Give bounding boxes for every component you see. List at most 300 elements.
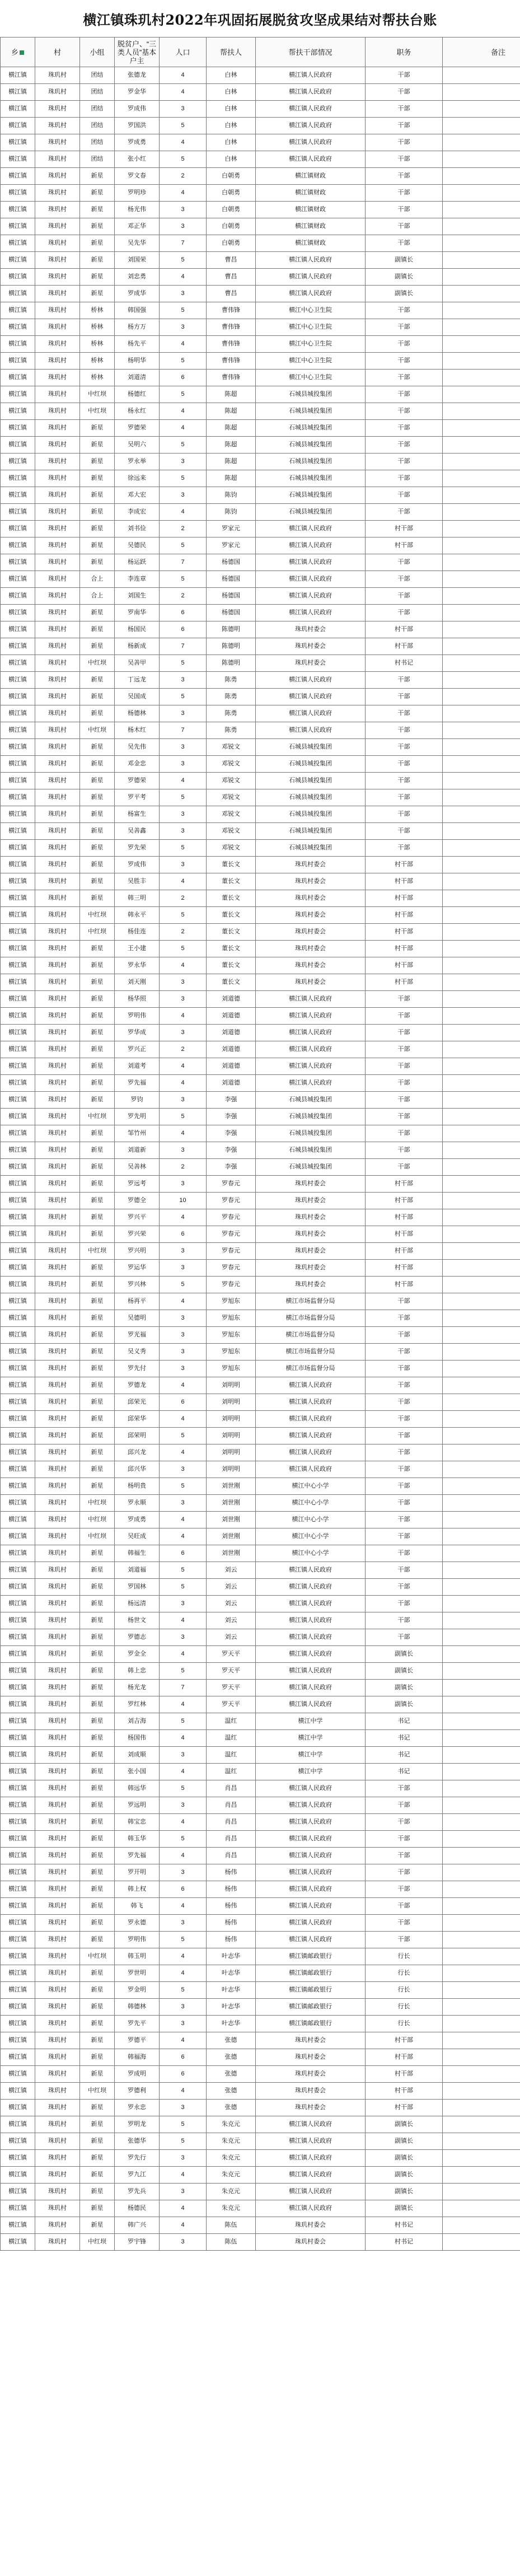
- cell-village: 珠玑村: [35, 403, 80, 420]
- cell-remark: [443, 1629, 520, 1646]
- cell-position: 村干部: [366, 521, 443, 537]
- cell-position: 干部: [366, 1411, 443, 1428]
- table-row: [1, 1612, 520, 1629]
- cell-helper: 李强: [207, 1092, 256, 1109]
- cell-remark: [443, 1780, 520, 1797]
- cell-household: 韩玉华: [115, 1831, 160, 1848]
- cell-village: 珠玑村: [35, 1495, 80, 1512]
- cell-household: 吴胜丰: [115, 873, 160, 890]
- cell-remark: [443, 1226, 520, 1243]
- cell-group: 新星: [80, 1999, 115, 2016]
- cell-village: 珠玑村: [35, 370, 80, 386]
- cell-position: 干部: [366, 487, 443, 504]
- cell-position: 副镇长: [366, 2133, 443, 2150]
- cell-remark: [443, 1327, 520, 1344]
- table-row: [1, 504, 520, 521]
- cell-village: 珠玑村: [35, 1310, 80, 1327]
- cell-position: 干部: [366, 1562, 443, 1579]
- cell-group: 新星: [80, 1932, 115, 1948]
- cell-helper: 陈德明: [207, 621, 256, 638]
- cell-group: 新星: [80, 1176, 115, 1193]
- cell-group: 中红坝: [80, 1512, 115, 1528]
- cell-helper: 陈钧: [207, 487, 256, 504]
- table-row: [1, 537, 520, 554]
- cell-township: 横江镇: [1, 2200, 35, 2217]
- cell-group: 合上: [80, 588, 115, 605]
- cell-remark: [443, 672, 520, 689]
- cell-position: 村干部: [366, 974, 443, 991]
- cell-township: 横江镇: [1, 1209, 35, 1226]
- cell-persons: 3: [160, 2016, 207, 2032]
- cell-helper: 刘明明: [207, 1411, 256, 1428]
- cell-position: 村干部: [366, 907, 443, 924]
- cell-helper: 罗旭东: [207, 1327, 256, 1344]
- cell-remark: [443, 269, 520, 286]
- cell-persons: 3: [160, 1461, 207, 1478]
- table-row: [1, 1999, 520, 2016]
- cell-helper: 白朝勇: [207, 202, 256, 218]
- cell-household: 李成宏: [115, 504, 160, 521]
- cell-position: 副镇长: [366, 1663, 443, 1680]
- cell-township: 横江镇: [1, 1730, 35, 1747]
- cell-position: 干部: [366, 1932, 443, 1948]
- cell-township: 横江镇: [1, 235, 35, 252]
- cell-group: 新星: [80, 739, 115, 756]
- cell-group: 新星: [80, 1041, 115, 1058]
- cell-group: 新星: [80, 873, 115, 890]
- table-row: [1, 1495, 520, 1512]
- table-row: [1, 2234, 520, 2251]
- cell-group: 中红坝: [80, 403, 115, 420]
- cell-position: 干部: [366, 1495, 443, 1512]
- cell-township: 横江镇: [1, 1377, 35, 1394]
- cell-household: 罗永德: [115, 1915, 160, 1932]
- cell-remark: [443, 705, 520, 722]
- cell-helper: 刘明明: [207, 1377, 256, 1394]
- cell-household: 杨先平: [115, 336, 160, 353]
- cell-helper-unit: 石城县城投集团: [256, 773, 366, 789]
- cell-persons: 3: [160, 1596, 207, 1612]
- cell-helper: 陈钧: [207, 504, 256, 521]
- cell-village: 珠玑村: [35, 1327, 80, 1344]
- cell-helper-unit: 横江镇人民政府: [256, 1411, 366, 1428]
- cell-helper: 李强: [207, 1142, 256, 1159]
- cell-group: 新星: [80, 1579, 115, 1596]
- cell-persons: 4: [160, 957, 207, 974]
- cell-helper: 陈德明: [207, 638, 256, 655]
- cell-helper-unit: 横江镇人民政府: [256, 2200, 366, 2217]
- cell-persons: 6: [160, 1545, 207, 1562]
- header-remark: 备注: [443, 38, 520, 67]
- table-row: [1, 672, 520, 689]
- cell-helper: 肖昌: [207, 1814, 256, 1831]
- cell-helper: 刘道德: [207, 991, 256, 1008]
- cell-persons: 4: [160, 773, 207, 789]
- cell-remark: [443, 2049, 520, 2066]
- cell-remark: [443, 202, 520, 218]
- cell-helper-unit: 横江镇人民政府: [256, 2133, 366, 2150]
- cell-remark: [443, 1948, 520, 1965]
- cell-remark: [443, 2234, 520, 2251]
- cell-persons: 4: [160, 134, 207, 151]
- cell-remark: [443, 1764, 520, 1780]
- cell-persons: 3: [160, 202, 207, 218]
- cell-village: 珠玑村: [35, 2066, 80, 2083]
- cell-helper-unit: 横江中学: [256, 1764, 366, 1780]
- cell-persons: 4: [160, 1293, 207, 1310]
- cell-helper: 陈超: [207, 437, 256, 454]
- cell-village: 珠玑村: [35, 1109, 80, 1125]
- cell-helper-unit: 石城县城投集团: [256, 386, 366, 403]
- cell-persons: 5: [160, 437, 207, 454]
- cell-helper: 陈伍: [207, 2217, 256, 2234]
- cell-village: 珠玑村: [35, 454, 80, 470]
- cell-township: 横江镇: [1, 2150, 35, 2167]
- cell-household: 杨佳连: [115, 924, 160, 941]
- cell-remark: [443, 1041, 520, 1058]
- cell-remark: [443, 2083, 520, 2100]
- cell-position: 干部: [366, 806, 443, 823]
- cell-township: 横江镇: [1, 1109, 35, 1125]
- table-row: [1, 302, 520, 319]
- cell-township: 横江镇: [1, 202, 35, 218]
- cell-group: 桥林: [80, 353, 115, 370]
- table-row: [1, 1209, 520, 1226]
- cell-position: 干部: [366, 1797, 443, 1814]
- cell-village: 珠玑村: [35, 1377, 80, 1394]
- cell-helper: 刘云: [207, 1562, 256, 1579]
- cell-household: 罗金华: [115, 84, 160, 101]
- cell-township: 横江镇: [1, 1612, 35, 1629]
- cell-village: 珠玑村: [35, 672, 80, 689]
- cell-position: 干部: [366, 370, 443, 386]
- cell-household: 罗先行: [115, 2150, 160, 2167]
- cell-township: 横江镇: [1, 1512, 35, 1528]
- cell-helper-unit: 横江镇人民政府: [256, 722, 366, 739]
- cell-persons: 5: [160, 840, 207, 857]
- cell-helper-unit: 横江镇人民政府: [256, 1814, 366, 1831]
- cell-helper: 叶志华: [207, 1999, 256, 2016]
- cell-helper: 罗春元: [207, 1226, 256, 1243]
- cell-persons: 3: [160, 1243, 207, 1260]
- cell-persons: 4: [160, 1898, 207, 1915]
- cell-village: 珠玑村: [35, 2184, 80, 2200]
- cell-persons: 5: [160, 252, 207, 269]
- cell-township: 横江镇: [1, 621, 35, 638]
- cell-household: 杨德民: [115, 2200, 160, 2217]
- cell-helper: 罗天平: [207, 1663, 256, 1680]
- cell-remark: [443, 1848, 520, 1864]
- cell-persons: 4: [160, 1058, 207, 1075]
- cell-position: 干部: [366, 353, 443, 370]
- cell-household: 罗德全: [115, 1193, 160, 1209]
- cell-village: 珠玑村: [35, 1848, 80, 1864]
- cell-helper-unit: 石城县城投集团: [256, 739, 366, 756]
- cell-remark: [443, 1209, 520, 1226]
- cell-persons: 3: [160, 2100, 207, 2116]
- cell-group: 团结: [80, 84, 115, 101]
- cell-helper: 邓锐文: [207, 739, 256, 756]
- header-persons: 人口: [160, 38, 207, 67]
- cell-persons: 5: [160, 907, 207, 924]
- cell-helper-unit: 横江镇人民政府: [256, 521, 366, 537]
- cell-household: 罗永忠: [115, 2100, 160, 2116]
- cell-remark: [443, 1730, 520, 1747]
- cell-persons: 3: [160, 2150, 207, 2167]
- cell-position: 干部: [366, 1864, 443, 1881]
- cell-helper-unit: 横江镇人民政府: [256, 1596, 366, 1612]
- cell-township: 横江镇: [1, 185, 35, 202]
- cell-helper: 罗家元: [207, 521, 256, 537]
- cell-township: 横江镇: [1, 957, 35, 974]
- cell-village: 珠玑村: [35, 1193, 80, 1209]
- cell-group: 新星: [80, 2184, 115, 2200]
- cell-village: 珠玑村: [35, 907, 80, 924]
- cell-persons: 4: [160, 1965, 207, 1982]
- cell-helper-unit: 横江镇人民政府: [256, 605, 366, 621]
- cell-township: 横江镇: [1, 2066, 35, 2083]
- cell-position: 干部: [366, 1596, 443, 1612]
- cell-helper: 曹伟锋: [207, 319, 256, 336]
- ledger-table: [0, 37, 520, 2251]
- cell-persons: 5: [160, 571, 207, 588]
- cell-group: 新星: [80, 1361, 115, 1377]
- cell-group: 新星: [80, 1646, 115, 1663]
- cell-position: 干部: [366, 185, 443, 202]
- cell-household: 刘成顺: [115, 1747, 160, 1764]
- cell-household: 罗兴林: [115, 1277, 160, 1293]
- cell-helper: 陈德明: [207, 655, 256, 672]
- cell-household: 罗成勇: [115, 1512, 160, 1528]
- cell-persons: 3: [160, 286, 207, 302]
- cell-household: 刘国荣: [115, 252, 160, 269]
- cell-household: 刘道考: [115, 1058, 160, 1075]
- cell-remark: [443, 1814, 520, 1831]
- cell-household: 韩上忠: [115, 1663, 160, 1680]
- cell-township: 横江镇: [1, 1948, 35, 1965]
- cell-household: 邱荣华: [115, 1411, 160, 1428]
- cell-persons: 3: [160, 1260, 207, 1277]
- cell-township: 横江镇: [1, 1545, 35, 1562]
- table-row: [1, 621, 520, 638]
- cell-household: 罗明伟: [115, 1008, 160, 1025]
- cell-helper: 罗旭东: [207, 1344, 256, 1361]
- cell-persons: 4: [160, 2217, 207, 2234]
- cell-township: 横江镇: [1, 2234, 35, 2251]
- cell-persons: 5: [160, 151, 207, 168]
- cell-position: 干部: [366, 202, 443, 218]
- cell-position: 村书记: [366, 2217, 443, 2234]
- cell-village: 珠玑村: [35, 1999, 80, 2016]
- cell-group: 新星: [80, 2100, 115, 2116]
- table-row: [1, 218, 520, 235]
- cell-household: 罗先荣: [115, 840, 160, 857]
- cell-township: 横江镇: [1, 1394, 35, 1411]
- cell-village: 珠玑村: [35, 806, 80, 823]
- cell-household: 张德华: [115, 2133, 160, 2150]
- cell-persons: 7: [160, 235, 207, 252]
- cell-persons: 2: [160, 521, 207, 537]
- page-title: 横江镇珠玑村2022年巩固拓展脱贫攻坚成果结对帮扶台账: [83, 11, 437, 28]
- cell-helper: 刘明明: [207, 1461, 256, 1478]
- table-row: [1, 722, 520, 739]
- cell-remark: [443, 2116, 520, 2133]
- cell-township: 横江镇: [1, 1848, 35, 1864]
- cell-helper: 刘世刚: [207, 1495, 256, 1512]
- cell-position: 干部: [366, 84, 443, 101]
- cell-persons: 4: [160, 1814, 207, 1831]
- cell-township: 横江镇: [1, 2032, 35, 2049]
- cell-group: 中红坝: [80, 722, 115, 739]
- cell-village: 珠玑村: [35, 1780, 80, 1797]
- cell-position: 村干部: [366, 890, 443, 907]
- cell-persons: 4: [160, 1612, 207, 1629]
- cell-position: 干部: [366, 168, 443, 185]
- cell-household: 吴德明: [115, 1310, 160, 1327]
- cell-village: 珠玑村: [35, 2150, 80, 2167]
- cell-township: 横江镇: [1, 705, 35, 722]
- cell-township: 横江镇: [1, 168, 35, 185]
- cell-helper: 白林: [207, 84, 256, 101]
- cell-household: 罗明伟: [115, 1932, 160, 1948]
- cell-household: 韩广兴: [115, 2217, 160, 2234]
- cell-persons: 5: [160, 1109, 207, 1125]
- cell-village: 珠玑村: [35, 941, 80, 957]
- table-row: [1, 336, 520, 353]
- cell-position: 村干部: [366, 1193, 443, 1209]
- cell-helper-unit: 石城县城投集团: [256, 470, 366, 487]
- table-row: [1, 1025, 520, 1041]
- cell-township: 横江镇: [1, 2016, 35, 2032]
- table-row: [1, 2217, 520, 2234]
- cell-remark: [443, 470, 520, 487]
- cell-persons: 4: [160, 873, 207, 890]
- cell-position: 副镇长: [366, 1646, 443, 1663]
- cell-position: 村书记: [366, 2234, 443, 2251]
- cell-township: 横江镇: [1, 571, 35, 588]
- cell-persons: 7: [160, 1680, 207, 1696]
- cell-persons: 4: [160, 269, 207, 286]
- cell-helper: 刘云: [207, 1579, 256, 1596]
- cell-remark: [443, 1881, 520, 1898]
- cell-township: 横江镇: [1, 1344, 35, 1361]
- cell-remark: [443, 924, 520, 941]
- cell-village: 珠玑村: [35, 1243, 80, 1260]
- cell-helper: 董长文: [207, 974, 256, 991]
- cell-township: 横江镇: [1, 1646, 35, 1663]
- cell-township: 横江镇: [1, 470, 35, 487]
- cell-household: 罗永举: [115, 454, 160, 470]
- table-row: [1, 1730, 520, 1747]
- cell-helper: 罗春元: [207, 1176, 256, 1193]
- cell-helper-unit: 珠玑村委会: [256, 1209, 366, 1226]
- cell-group: 新星: [80, 1377, 115, 1394]
- cell-township: 横江镇: [1, 1428, 35, 1444]
- cell-helper-unit: 横江市场监督分局: [256, 1310, 366, 1327]
- cell-group: 新星: [80, 1058, 115, 1075]
- cell-helper-unit: 横江镇人民政府: [256, 1025, 366, 1041]
- cell-household: 杨再平: [115, 1293, 160, 1310]
- cell-helper-unit: 横江镇人民政府: [256, 1377, 366, 1394]
- cell-helper-unit: 珠玑村委会: [256, 1243, 366, 1260]
- cell-household: 罗先付: [115, 1361, 160, 1377]
- cell-group: 新星: [80, 2032, 115, 2049]
- cell-persons: 5: [160, 789, 207, 806]
- cell-helper-unit: 横江镇人民政府: [256, 1663, 366, 1680]
- cell-group: 新星: [80, 1596, 115, 1612]
- cell-township: 横江镇: [1, 1075, 35, 1092]
- cell-remark: [443, 1864, 520, 1881]
- cell-helper: 温红: [207, 1764, 256, 1780]
- cell-position: 副镇长: [366, 1680, 443, 1696]
- cell-township: 横江镇: [1, 1982, 35, 1999]
- cell-group: 新星: [80, 1125, 115, 1142]
- cell-helper-unit: 珠玑村委会: [256, 2100, 366, 2116]
- cell-helper-unit: 石城县城投集团: [256, 504, 366, 521]
- cell-persons: 6: [160, 2066, 207, 2083]
- cell-persons: 4: [160, 1125, 207, 1142]
- cell-township: 横江镇: [1, 386, 35, 403]
- table-row: [1, 1528, 520, 1545]
- cell-helper: 刘明明: [207, 1394, 256, 1411]
- cell-group: 团结: [80, 67, 115, 84]
- cell-remark: [443, 638, 520, 655]
- cell-household: 罗金全: [115, 1646, 160, 1663]
- cell-village: 珠玑村: [35, 588, 80, 605]
- cell-group: 新星: [80, 2200, 115, 2217]
- cell-helper-unit: 珠玑村委会: [256, 1277, 366, 1293]
- cell-household: 邱荣光: [115, 1394, 160, 1411]
- cell-persons: 5: [160, 1478, 207, 1495]
- cell-position: 行长: [366, 1999, 443, 2016]
- filter-icon[interactable]: [20, 50, 24, 55]
- cell-position: 干部: [366, 672, 443, 689]
- cell-position: 副镇长: [366, 2116, 443, 2133]
- cell-village: 珠玑村: [35, 269, 80, 286]
- cell-township: 横江镇: [1, 689, 35, 705]
- cell-township: 横江镇: [1, 974, 35, 991]
- cell-helper-unit: 珠玑村委会: [256, 2217, 366, 2234]
- cell-household: 罗先兵: [115, 2184, 160, 2200]
- cell-helper: 叶志华: [207, 1982, 256, 1999]
- cell-helper-unit: 横江镇人民政府: [256, 689, 366, 705]
- cell-remark: [443, 605, 520, 621]
- cell-group: 新星: [80, 789, 115, 806]
- cell-village: 珠玑村: [35, 957, 80, 974]
- cell-group: 新星: [80, 420, 115, 437]
- table-row: [1, 823, 520, 840]
- cell-group: 新星: [80, 1915, 115, 1932]
- cell-group: 新星: [80, 941, 115, 957]
- cell-helper: 陈超: [207, 403, 256, 420]
- table-row: [1, 151, 520, 168]
- cell-helper-unit: 横江镇人民政府: [256, 1881, 366, 1898]
- cell-group: 中红坝: [80, 655, 115, 672]
- cell-persons: 4: [160, 84, 207, 101]
- table-row: [1, 2133, 520, 2150]
- table-row: [1, 1193, 520, 1209]
- cell-persons: 3: [160, 806, 207, 823]
- cell-helper-unit: 横江镇人民政府: [256, 991, 366, 1008]
- table-row: [1, 907, 520, 924]
- cell-village: 珠玑村: [35, 521, 80, 537]
- cell-position: 干部: [366, 1394, 443, 1411]
- cell-remark: [443, 1109, 520, 1125]
- cell-remark: [443, 1915, 520, 1932]
- cell-group: 新星: [80, 554, 115, 571]
- cell-remark: [443, 588, 520, 605]
- cell-persons: 4: [160, 1948, 207, 1965]
